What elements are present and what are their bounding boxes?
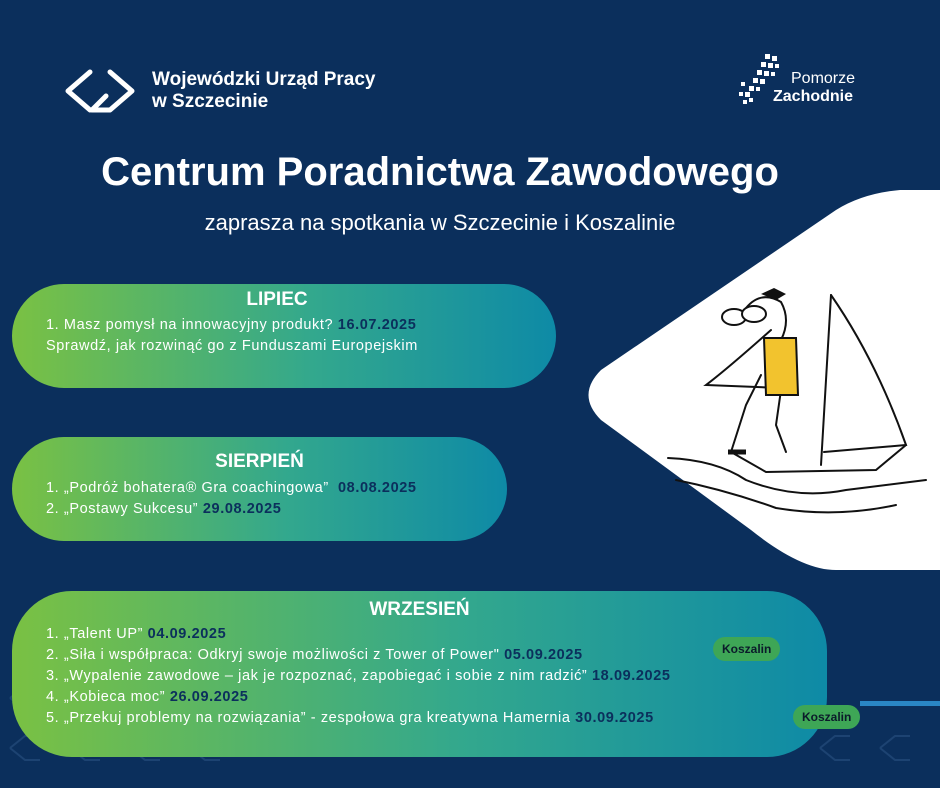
- list-item: [46, 478, 417, 499]
- month-card-sierpien: [12, 437, 507, 541]
- month-card-lipiec: [12, 284, 556, 388]
- item-text: 2. „Siła i współpraca: Odkryj swoje możliwości z Tower of Power": [46, 647, 505, 663]
- wup-logo-icon: [62, 66, 138, 116]
- pomorze-zachodnie-logo: [737, 52, 877, 112]
- month-title: LIPIEC: [246, 289, 308, 310]
- list-item: [46, 708, 671, 729]
- item-date: 30.09.2025: [575, 710, 654, 726]
- item-date: 29.08.2025: [202, 501, 282, 517]
- item-date: 18.09.2025: [591, 668, 671, 684]
- accent-stripe: [860, 701, 940, 706]
- list-item: [46, 315, 418, 336]
- list-item: [46, 666, 671, 687]
- list-item: [46, 624, 671, 645]
- wup-logo-text: [152, 69, 376, 113]
- month-card-wrzesien: [12, 591, 827, 757]
- item-text: 1. Masz pomysł na innowacyjny produkt?: [46, 317, 338, 333]
- list-item: [46, 687, 671, 708]
- item-text: 2. „Postawy Sukcesu”: [46, 501, 203, 517]
- item-text: 4. „Kobieca moc”: [46, 689, 170, 705]
- page-title: Centrum Poradnictwa Zawodowego: [101, 150, 779, 194]
- item-text: 1. „Talent UP”: [46, 626, 148, 642]
- item-text: 1. „Podróż bohatera® Gra coachingowa”: [46, 480, 339, 496]
- item-date: 05.09.2025: [504, 647, 583, 663]
- page-subtitle: zaprasza na spotkania w Szczecinie i Koszalinie: [204, 210, 676, 235]
- item-date: 08.08.2025: [338, 480, 417, 496]
- list-item: [46, 336, 418, 357]
- wup-logo: [62, 66, 376, 116]
- item-text: 5. „Przekuj problemy na rozwiązania” - zespołowa gra kreatywna Hamernia: [46, 710, 576, 726]
- month-title: WRZESIEŃ: [369, 599, 470, 620]
- location-badge-koszalin: Koszalin: [793, 705, 860, 729]
- item-date: 16.07.2025: [337, 317, 417, 333]
- item-text: 3. „Wypalenie zawodowe – jak je rozpoznać, zapobiegać i sobie z nim radzić”: [46, 668, 592, 684]
- region-name-line1: Pomorze: [791, 70, 856, 87]
- item-date: 04.09.2025: [147, 626, 227, 642]
- sailboat-illustration: [576, 190, 940, 570]
- region-name-line2: Zachodnie: [773, 88, 854, 105]
- list-item: [46, 499, 417, 520]
- location-badge-koszalin: Koszalin: [713, 637, 780, 661]
- org-name-line2: w Szczecinie: [152, 91, 269, 112]
- month-title: SIERPIEŃ: [215, 451, 304, 472]
- item-text: Sprawdź, jak rozwinąć go z Funduszami Europejskim: [46, 338, 418, 354]
- item-date: 26.09.2025: [169, 689, 249, 705]
- org-name-line1: Wojewódzki Urząd Pracy: [152, 69, 376, 90]
- list-item: [46, 645, 671, 666]
